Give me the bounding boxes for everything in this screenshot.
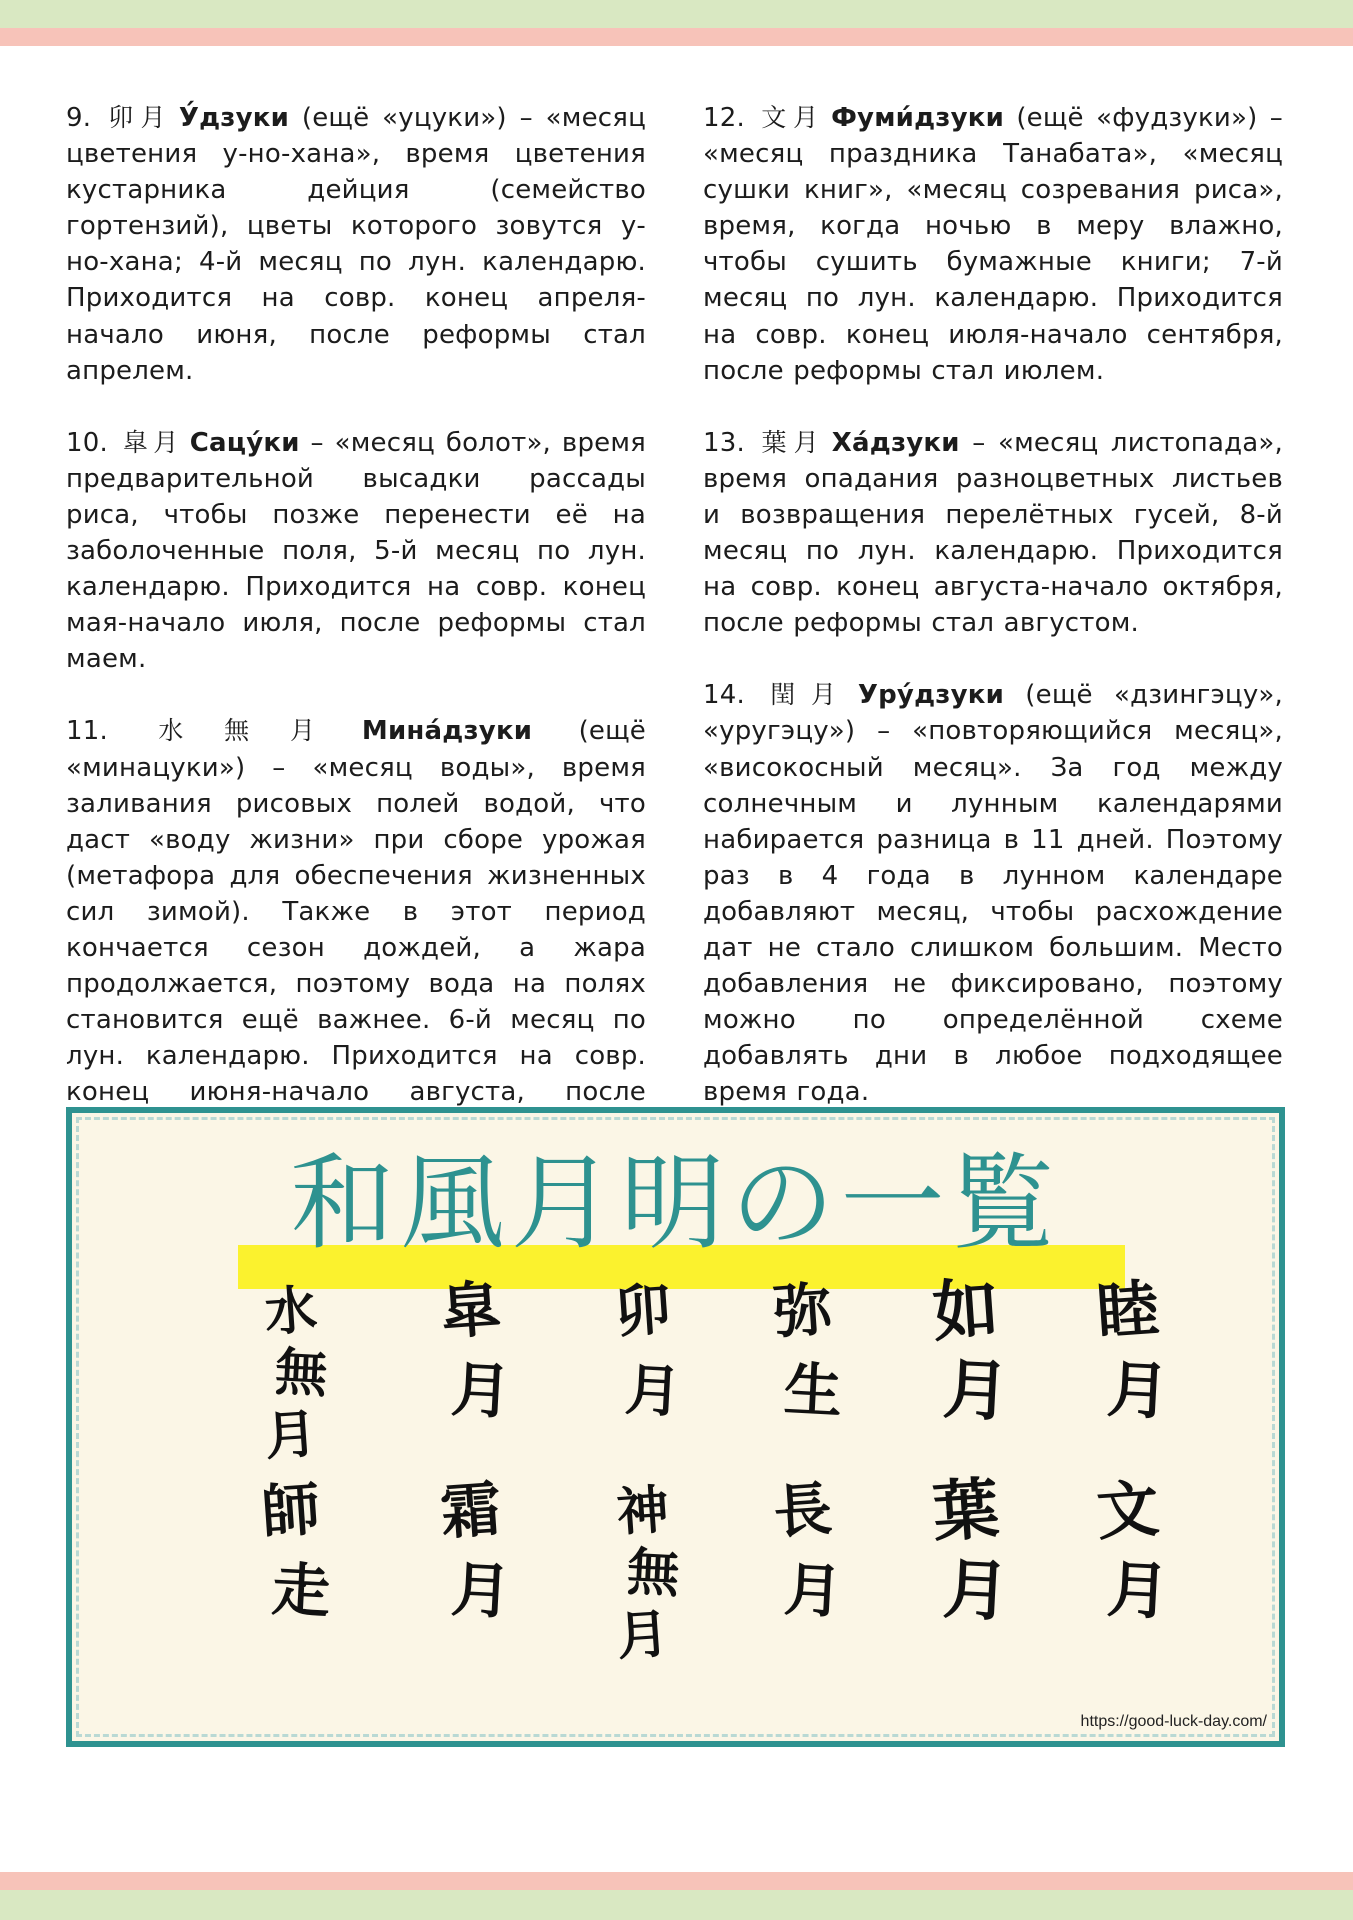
calligraphy-char: 神 (614, 1480, 671, 1544)
month-entry (66, 713, 646, 1146)
entry-text: – «месяц болот», время предварительной высадки рассады риса, чтобы позже перенести её на заболоченные поля, 5-й месяц по лун. календарю. Приходится на совр. конец мая-начало июля, после реформы стал маем. (66, 427, 646, 675)
entry-text: – «месяц листопада», время опадания разноцветных листьев и возвращения перелётных гусей, 8-й месяц по лун. календарю. Приходится на совр. конец августа-начало октября, после реформы стал августом. (703, 427, 1283, 639)
calligraphy-char: 月 (449, 1354, 513, 1428)
top-pink-band (0, 28, 1353, 46)
right-column (703, 100, 1283, 1146)
entry-kanji: 水無月 (158, 716, 356, 746)
month-names-panel (66, 1107, 1285, 1747)
panel-title: 和風月明の一覧 (290, 1142, 1061, 1264)
entry-name: Фуми́дзуки (831, 103, 1004, 133)
calligraphy-char: 月 (1105, 1552, 1172, 1629)
entry-text: (ещё «минацуки») – «месяц воды», время заливания рисовых полей водой, что даст «воду жизни» при сборе урожая (метафора для обеспечения жизненных сил зимой). Также в этот период кончается сезон дождей, а жара продолжается, поэтому вода на полях становится ещё важнее. 6-й месяц по лун. календарю. Приходится на совр. конец июня-начало августа, после (66, 716, 646, 1108)
entry-kanji: 葉月 (761, 427, 826, 457)
entry-kanji: 皐月 (122, 427, 184, 457)
month-entry (703, 100, 1283, 389)
calligraphy-char: 無 (625, 1542, 681, 1606)
calligraphy-char: 月 (614, 1604, 671, 1668)
calligraphy-char: 長 (771, 1474, 835, 1547)
entry-number: 13. (703, 427, 745, 458)
entry-name: Мина́дзуки (361, 716, 533, 747)
entry-text: (ещё «дзингэцу», «уругэцу») – «повторяющийся месяц», «високосный месяц». За год между солнечным и лунным календарями набирается разница в 11 дней. Поэтому раз в 4 года в лунном календаре добавляют месяц, чтобы расхождение дат не стало слишком большим. Место добавления не фиксировано, поэтому можно по определённой схеме добавлять дни в любое подходящее время года. (703, 680, 1283, 1108)
calligraphy-char: 葉 (930, 1469, 1002, 1552)
entry-number: 10. (66, 427, 108, 458)
calligraphy-char: 月 (1105, 1352, 1172, 1429)
left-column (66, 100, 646, 1183)
month-entry (703, 425, 1283, 642)
month-entry (703, 677, 1283, 1110)
calligraphy-char: 師 (259, 1474, 323, 1547)
calligraphy-char: 如 (930, 1269, 1002, 1352)
calligraphy-char: 生 (782, 1355, 844, 1427)
month-entry (66, 100, 646, 389)
calligraphy-char: 水 (262, 1280, 319, 1344)
calligraphy-char: 無 (273, 1342, 329, 1406)
entry-number: 9. (66, 103, 92, 133)
source-credit: https://good-luck-day.com/ (1080, 1713, 1267, 1730)
calligraphy-char: 文 (1094, 1471, 1162, 1549)
entry-name: Ха́дзуки (831, 427, 960, 458)
entry-kanji: 卯月 (108, 103, 173, 132)
top-green-band (0, 0, 1353, 28)
entry-text: (ещё «уцуки») – «месяц цветения у-но-хана», время цветения кустарника дейция (семейство гортензий), цветы которого зовутся у-но-хана; 4-й месяц по лун. календарю. Приходится на совр. конец апреля-начало июня, после реформы стал апрелем. (66, 103, 646, 386)
entry-text: (ещё «фудзуки») – «месяц праздника Танабата», «месяц сушки книг», «месяц созревания риса», время, когда ночью в меру влажно, чтобы сушить бумажные книги; 7-й месяц по лун. календарю. Приходится на совр. конец июля-начало сентября, после реформы стал июлем. (703, 103, 1283, 386)
calligraphy-char: 月 (941, 1350, 1012, 1431)
calligraphy-char: 弥 (771, 1274, 835, 1347)
month-entry (66, 425, 646, 678)
calligraphy-char: 霜 (438, 1474, 504, 1549)
calligraphy-char: 走 (270, 1555, 332, 1627)
entry-name: Уру́дзуки (857, 680, 1004, 711)
entry-number: 12. (703, 103, 745, 133)
bottom-pink-band (0, 1872, 1353, 1890)
entry-name: У́дзуки (178, 103, 290, 133)
calligraphy-image (72, 1113, 1279, 1741)
calligraphy-char: 卯 (612, 1277, 674, 1346)
calligraphy-char: 月 (449, 1554, 513, 1628)
entry-number: 11. (66, 716, 108, 747)
calligraphy-char: 月 (262, 1404, 319, 1468)
entry-name: Сацу́ки (189, 427, 300, 458)
calligraphy-char: 睦 (1094, 1271, 1162, 1349)
entry-number: 14. (703, 680, 745, 711)
calligraphy-char: 月 (782, 1555, 844, 1627)
calligraphy-char: 皐 (438, 1274, 504, 1349)
bottom-green-band (0, 1890, 1353, 1920)
entry-kanji: 文月 (761, 103, 826, 132)
calligraphy-char: 月 (941, 1550, 1012, 1631)
entry-kanji: 閏月 (770, 680, 852, 710)
calligraphy-char: 月 (623, 1357, 683, 1426)
